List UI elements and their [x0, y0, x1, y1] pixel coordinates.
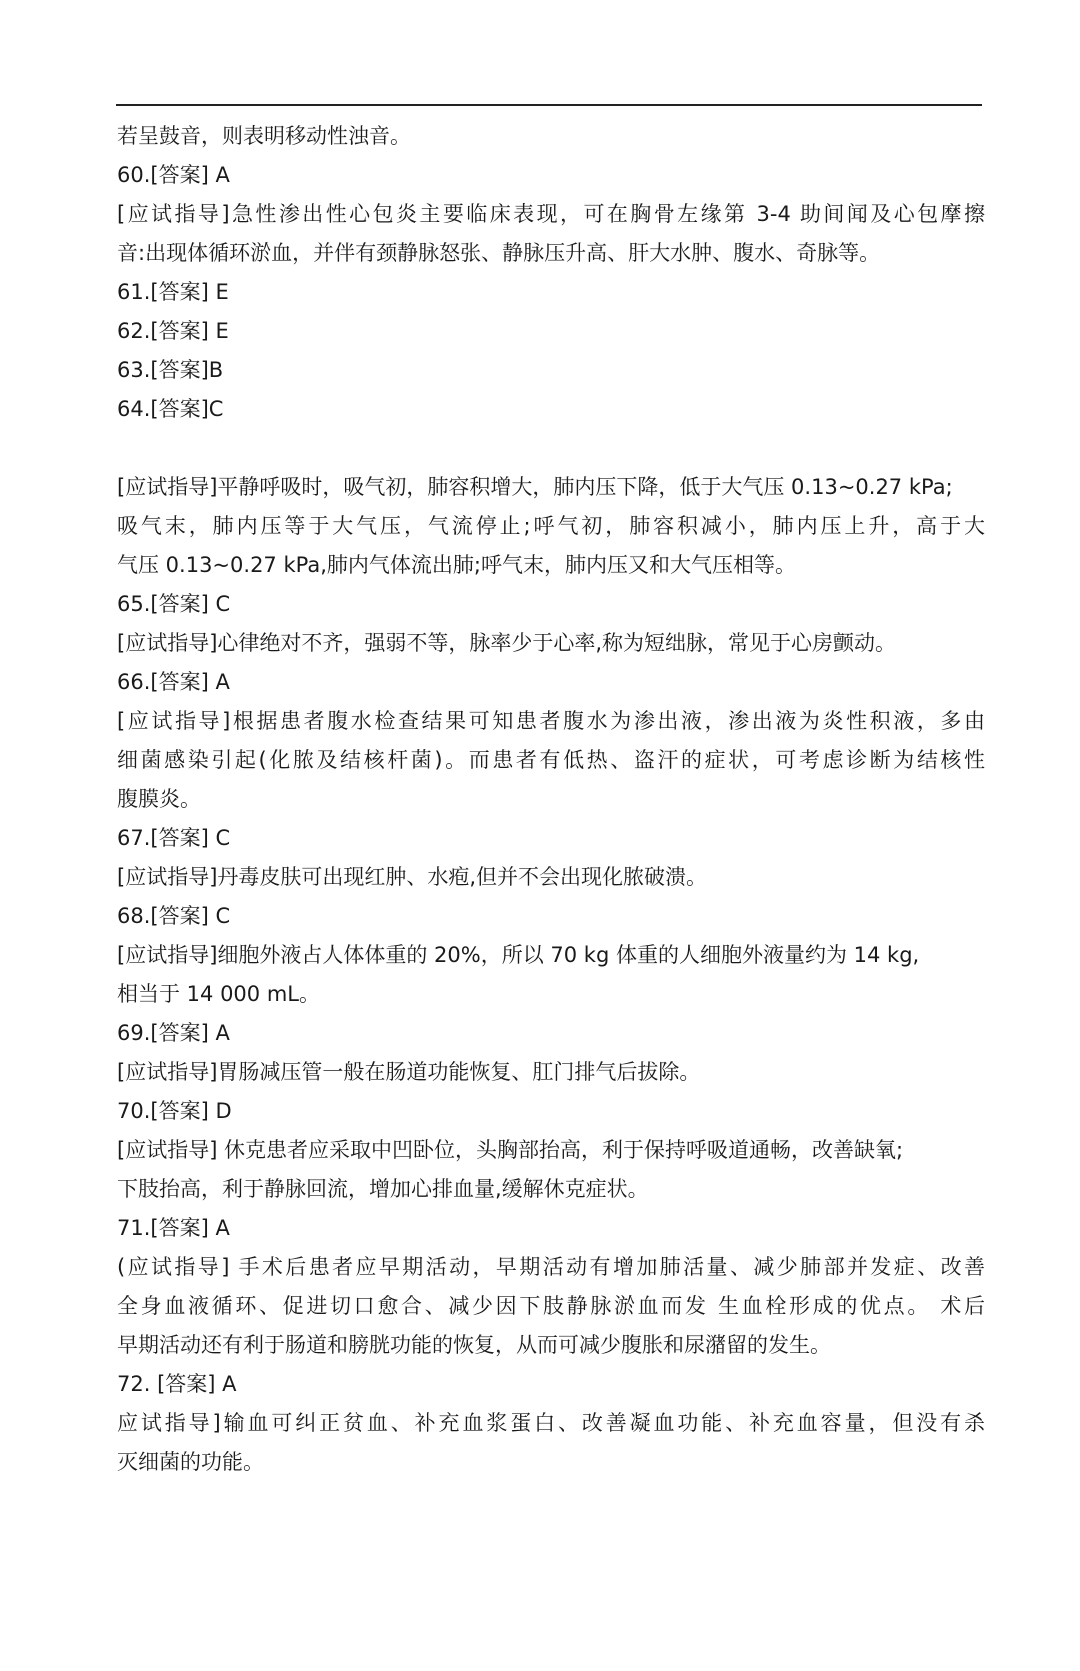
- answer-heading: 61.[答案] E: [117, 280, 229, 304]
- header-rule: [116, 104, 982, 106]
- text-line: [应试指导]根据患者腹水检查结果可知患者腹水为渗出液，渗出液为炎性积液，多由: [117, 709, 985, 733]
- text-line: [应试指导] 休克患者应采取中凹卧位，头胸部抬高，利于保持呼吸道通畅，改善缺氧;: [117, 1138, 904, 1162]
- text-line: [应试指导]胃肠减压管一般在肠道功能恢复、肛门排气后拔除。: [117, 1060, 701, 1084]
- text-line: 细菌感染引起(化脓及结核杆菌)。而患者有低热、盗汗的症状，可考虑诊断为结核性: [117, 748, 985, 772]
- answer-text-body: [117, 117, 985, 1482]
- text-line: 若呈鼓音，则表明移动性浊音。: [117, 124, 411, 148]
- text-line: 灭细菌的功能。: [117, 1450, 264, 1474]
- answer-heading: 67.[答案] C: [117, 826, 231, 850]
- text-line: [应试指导]心律绝对不齐，强弱不等，脉率少于心率,称为短绌脉，常见于心房颤动。: [117, 631, 897, 655]
- text-line: 下肢抬高，利于静脉回流，增加心排血量,缓解休克症状。: [117, 1177, 649, 1201]
- text-line: 全身血液循环、促进切口愈合、减少因下肢静脉淤血而发 生血栓形成的优点。 术后: [117, 1294, 985, 1318]
- answer-heading: 64.[答案]C: [117, 397, 224, 421]
- text-line: 腹膜炎。: [117, 787, 201, 811]
- answer-heading: 63.[答案]B: [117, 358, 224, 382]
- text-line: [应试指导]平静呼吸时，吸气初，肺容积增大，肺内压下降，低于大气压 0.13~0.27 kPa;: [117, 475, 953, 499]
- answer-heading: 69.[答案] A: [117, 1021, 230, 1045]
- text-line: 应试指导]输血可纠正贫血、补充血浆蛋白、改善凝血功能、补充血容量，但没有杀: [117, 1411, 985, 1435]
- answer-heading: 72. [答案] A: [117, 1372, 237, 1396]
- text-line: 吸气末，肺内压等于大气压，气流停止;呼气初，肺容积减小，肺内压上升，高于大: [117, 514, 985, 538]
- text-line: (应试指导] 手术后患者应早期活动，早期活动有增加肺活量、减少肺部并发症、改善: [117, 1255, 985, 1279]
- text-line: [应试指导]丹毒皮肤可出现红肿、水疱,但并不会出现化脓破溃。: [117, 865, 708, 889]
- text-line: 相当于 14 000 mL。: [117, 982, 320, 1006]
- text-line: [应试指导]急性渗出性心包炎主要临床表现，可在胸骨左缘第 3-4 助间闻及心包摩擦: [117, 202, 985, 226]
- answer-heading: 62.[答案] E: [117, 319, 229, 343]
- answer-heading: 71.[答案] A: [117, 1216, 230, 1240]
- blank-line: [117, 429, 985, 468]
- answer-heading: 70.[答案] D: [117, 1099, 232, 1123]
- text-line: 音:出现体循环淤血，并伴有颈静脉怒张、静脉压升高、肝大水肿、腹水、奇脉等。: [117, 241, 881, 265]
- answer-heading: 68.[答案] C: [117, 904, 231, 928]
- answer-heading: 60.[答案] A: [117, 163, 230, 187]
- answer-heading: 66.[答案] A: [117, 670, 230, 694]
- answer-heading: 65.[答案] C: [117, 592, 231, 616]
- text-line: 早期活动还有利于肠道和膀胱功能的恢复，从而可减少腹胀和尿潴留的发生。: [117, 1333, 831, 1357]
- text-line: [应试指导]细胞外液占人体体重的 20%，所以 70 kg 体重的人细胞外液量约为 14 kg,: [117, 943, 920, 967]
- text-line: 气压 0.13~0.27 kPa,肺内气体流出肺;呼气末，肺内压又和大气压相等。: [117, 553, 796, 577]
